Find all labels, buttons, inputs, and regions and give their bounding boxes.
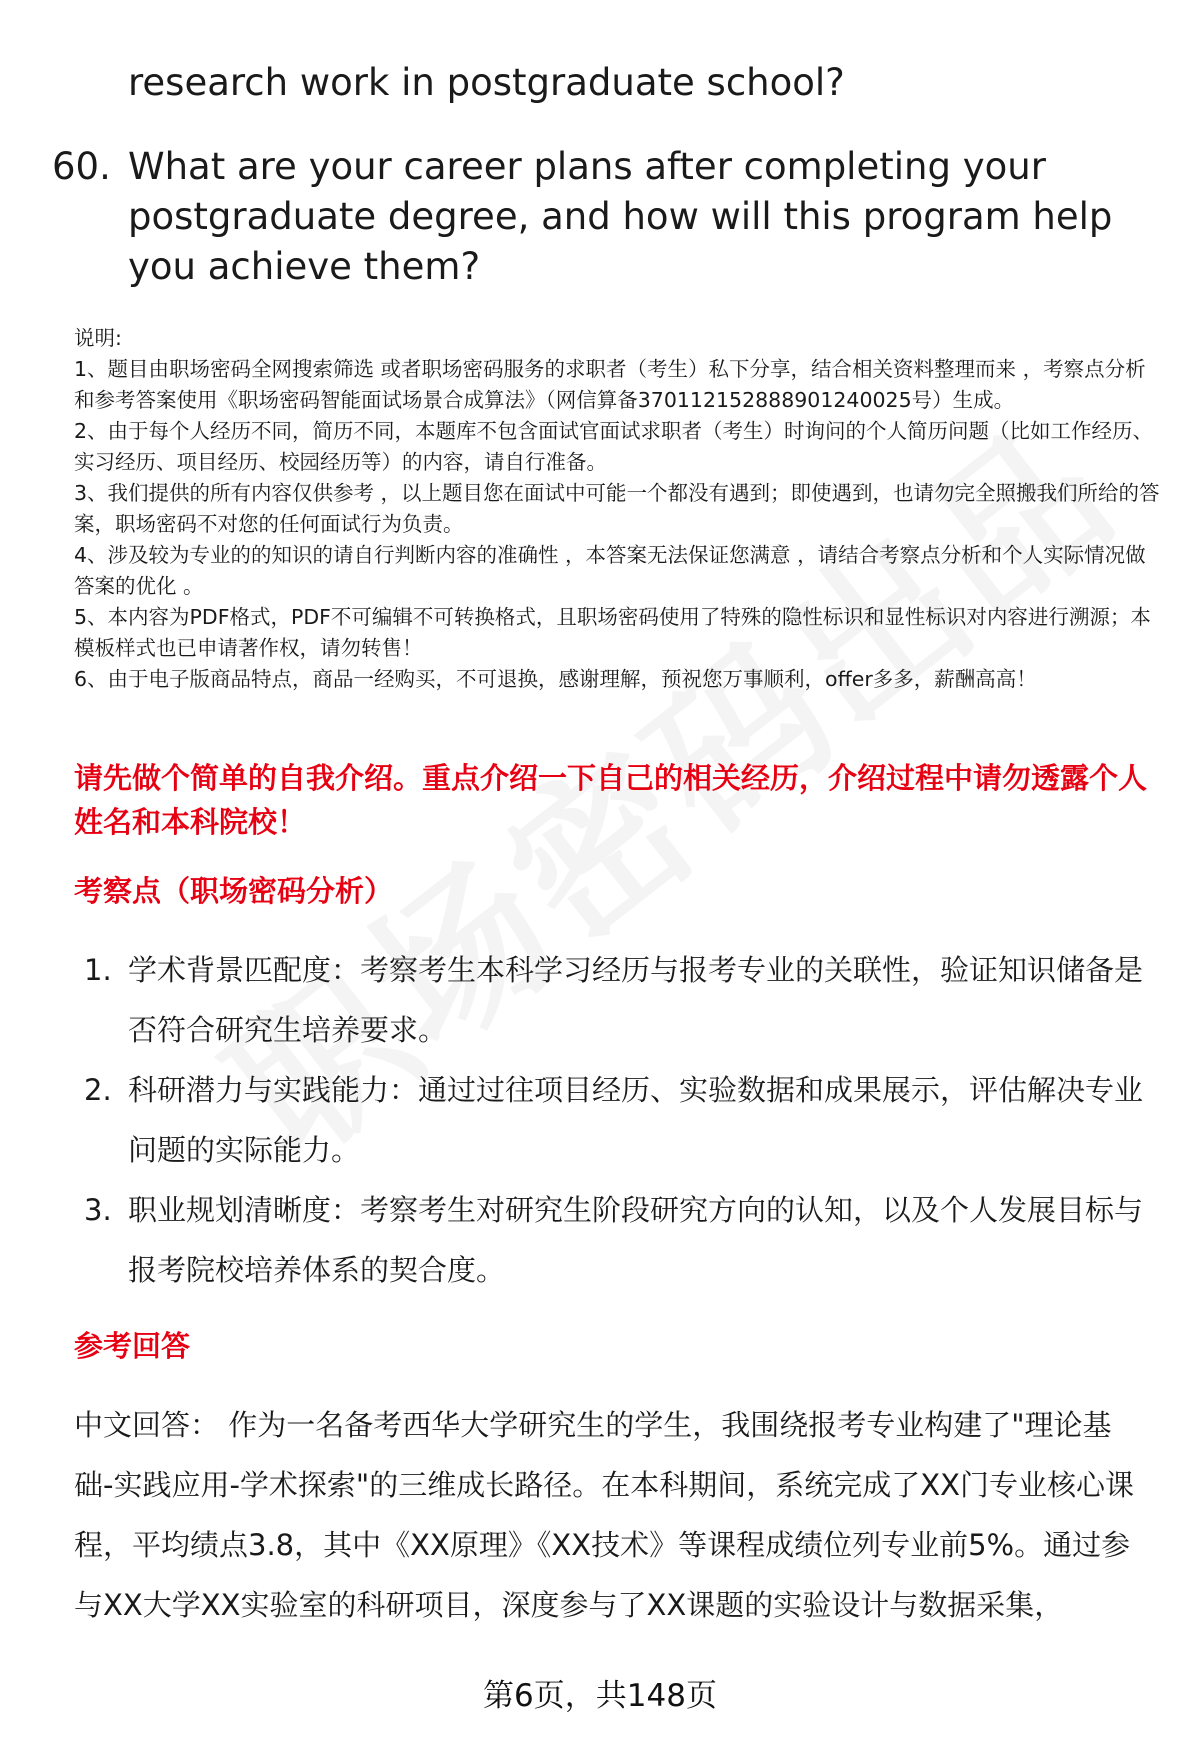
interview-question: 请先做个简单的自我介绍。重点介绍一下自己的相关经历，介绍过程中请勿透露个人姓名和本科院校！	[74, 761, 1148, 839]
question-text: What are your career plans after completing your postgraduate degree, and how will this program help you achieve them?	[128, 145, 1113, 288]
question-continuation: research work in postgraduate school?	[128, 61, 845, 104]
analysis-point	[84, 1180, 1164, 1300]
note-item: 2、由于每个人经历不同，简历不同，本题库不包含面试官面试求职者（考生）时询问的个人简历问题（比如工作经历、实习经历、项目经历、校园经历等）的内容，请自行准备。	[74, 419, 1154, 474]
notes-block	[74, 323, 1164, 695]
analysis-point	[84, 1060, 1164, 1180]
question-number: 60.	[52, 145, 111, 188]
point-text: 科研潜力与实践能力：通过过往项目经历、实验数据和成果展示，评估解决专业问题的实际能力。	[128, 1073, 1144, 1167]
reference-title: 参考回答	[74, 1329, 191, 1363]
point-text: 学术背景匹配度：考察考生本科学习经历与报考专业的关联性，验证知识储备是否符合研究生培养要求。	[128, 953, 1144, 1047]
note-item: 6、由于电子版商品特点，商品一经购买，不可退换，感谢理解，预祝您万事顺利，offer多多，薪酬高高！	[74, 667, 1037, 691]
answer-text: 中文回答： 作为一名备考西华大学研究生的学生，我围绕报考专业构建了"理论基础-实践应用-学术探索"的三维成长路径。在本科期间，系统完成了XX门专业核心课程，平均绩点3.8，其中《XX原理》《XX技术》等课程成绩位列专业前5%。通过参与XX大学XX实验室的科研项目，深度参与了XX课题的实验设计与数据采集，	[74, 1408, 1135, 1622]
page-footer: 第6页，共148页	[483, 1678, 717, 1714]
analysis-title: 考察点（职场密码分析）	[74, 874, 394, 908]
point-number: 1.	[84, 953, 112, 987]
point-number: 3.	[84, 1193, 112, 1227]
analysis-point	[84, 940, 1164, 1060]
point-text: 职业规划清晰度：考察考生对研究生阶段研究方向的认知，以及个人发展目标与报考院校培养体系的契合度。	[128, 1193, 1144, 1287]
note-item: 5、本内容为PDF格式，PDF不可编辑不可转换格式，且职场密码使用了特殊的隐性标识和显性标识对内容进行溯源；本模板样式也已申请著作权，请勿转售！	[74, 605, 1151, 660]
note-item: 4、涉及较为专业的的知识的请自行判断内容的准确性 ，本答案无法保证您满意 ，请结合考察点分析和个人实际情况做答案的优化 。	[74, 543, 1146, 598]
note-item: 3、我们提供的所有内容仅供参考 ，以上题目您在面试中可能一个都没有遇到；即使遇到，也请勿完全照搬我们所给的答案，职场密码不对您的任何面试行为负责。	[74, 481, 1160, 536]
analysis-points	[84, 940, 1164, 1300]
note-item: 1、题目由职场密码全网搜索筛选 或者职场密码服务的求职者（考生）私下分享，结合相关资料整理而来 ，考察点分析和参考答案使用《职场密码智能面试场景合成算法》（网信算备370112152888901240025号）生成。	[74, 357, 1146, 412]
notes-heading: 说明:	[74, 326, 122, 350]
point-number: 2.	[84, 1073, 112, 1107]
